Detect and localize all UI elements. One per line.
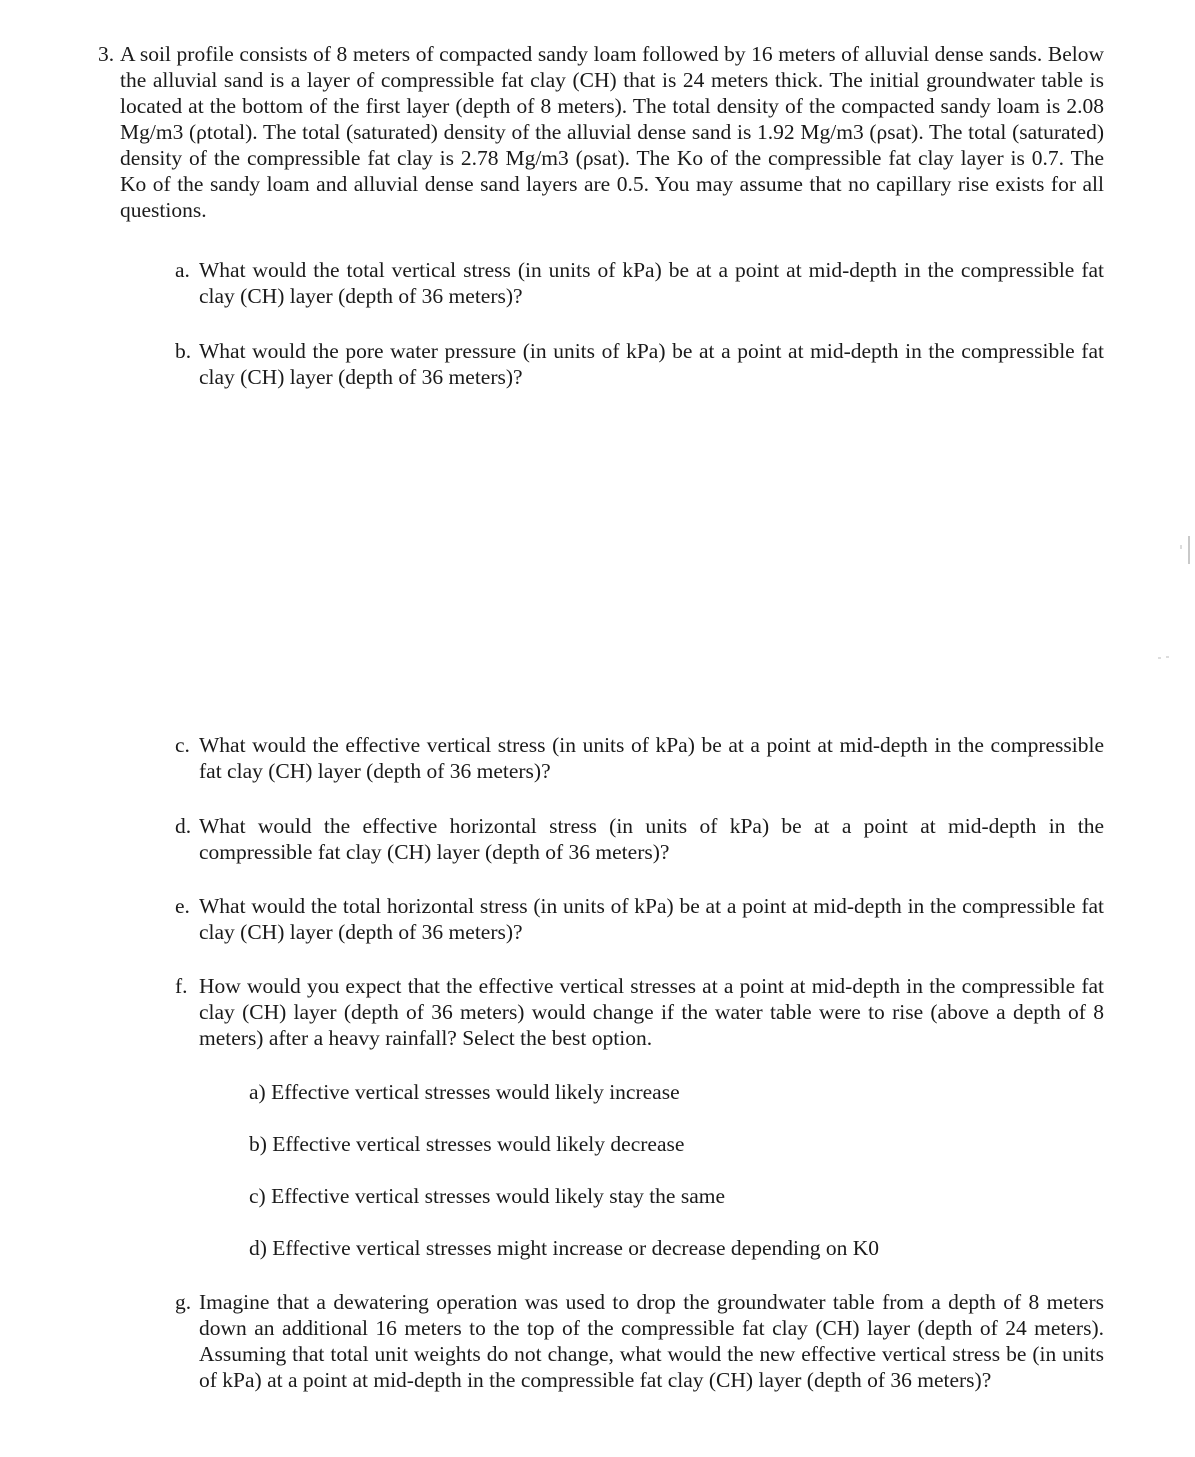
- question-d-letter: d.: [175, 814, 192, 838]
- scan-artifact: [1158, 657, 1161, 659]
- question-a: [175, 257, 1104, 309]
- question-d: [175, 813, 1104, 865]
- scan-artifact: [1188, 536, 1190, 564]
- problem-text: A soil profile consists of 8 meters of compacted sandy loam followed by 16 meters of alluvial dense sands. Below the alluvial sand is a layer of compressible fat clay (CH) that is 24 meters thick. The initial groundwater table is located at the bottom of the first layer (depth of 8 meters). The total density of the compacted sandy loam is 2.08 Mg/m3 (ρtotal). The total (saturated) density of the alluvial dense sand is 1.92 Mg/m3 (ρsat). The total (saturated) density of the compressible fat clay is 2.78 Mg/m3 (ρsat). The Ko of the compressible fat clay layer is 0.7. The Ko of the sandy loam and alluvial dense sand layers are 0.5. You may assume that no capillary rise exists for all questions.: [120, 42, 1104, 222]
- problem-statement: [98, 41, 1104, 223]
- option-d: d) Effective vertical stresses might increase or decrease depending on K0: [249, 1236, 880, 1260]
- option-a: a) Effective vertical stresses would likely increase: [249, 1080, 680, 1104]
- question-d-text: What would the effective horizontal stress (in units of kPa) be at a point at mid-depth in the compressible fat clay (CH) layer (depth of 36 meters)?: [199, 814, 1104, 864]
- scan-artifact: [1180, 545, 1182, 549]
- question-b-text: What would the pore water pressure (in units of kPa) be at a point at mid-depth in the compressible fat clay (CH) layer (depth of 36 meters)?: [199, 339, 1104, 389]
- question-b-letter: b.: [175, 339, 192, 363]
- option-c: c) Effective vertical stresses would likely stay the same: [249, 1184, 726, 1208]
- question-g-text: Imagine that a dewatering operation was used to drop the groundwater table from a depth of 8 meters down an additional 16 meters to the top of the compressible fat clay (CH) layer (depth of 24 meters). Assuming that total unit weights do not change, what would the new effective vertical stress be (in units of kPa) at a point at mid-depth in the compressible fat clay (CH) layer (depth of 36 meters)?: [199, 1290, 1104, 1392]
- option-b: b) Effective vertical stresses would likely decrease: [249, 1132, 685, 1156]
- question-f-letter: f.: [175, 974, 188, 998]
- question-c-letter: c.: [175, 733, 190, 757]
- question-b: [175, 338, 1104, 390]
- problem-number: 3.: [98, 42, 115, 66]
- scan-artifact: [1166, 656, 1169, 658]
- question-e-letter: e.: [175, 894, 190, 918]
- question-f-text: How would you expect that the effective vertical stresses at a point at mid-depth in the compressible fat clay (CH) layer (depth of 36 meters) would change if the water table were to rise (above a depth of 8 meters) after a heavy rainfall? Select the best option.: [199, 974, 1104, 1050]
- question-c: [175, 732, 1104, 784]
- question-e: [175, 893, 1104, 945]
- question-a-letter: a.: [175, 258, 190, 282]
- question-a-text: What would the total vertical stress (in units of kPa) be at a point at mid-depth in the compressible fat clay (CH) layer (depth of 36 meters)?: [199, 258, 1104, 308]
- question-e-text: What would the total horizontal stress (in units of kPa) be at a point at mid-depth in the compressible fat clay (CH) layer (depth of 36 meters)?: [199, 894, 1104, 944]
- question-f: [175, 973, 1104, 1051]
- question-c-text: What would the effective vertical stress (in units of kPa) be at a point at mid-depth in the compressible fat clay (CH) layer (depth of 36 meters)?: [199, 733, 1104, 783]
- question-g-letter: g.: [175, 1290, 192, 1314]
- question-g: [175, 1289, 1104, 1393]
